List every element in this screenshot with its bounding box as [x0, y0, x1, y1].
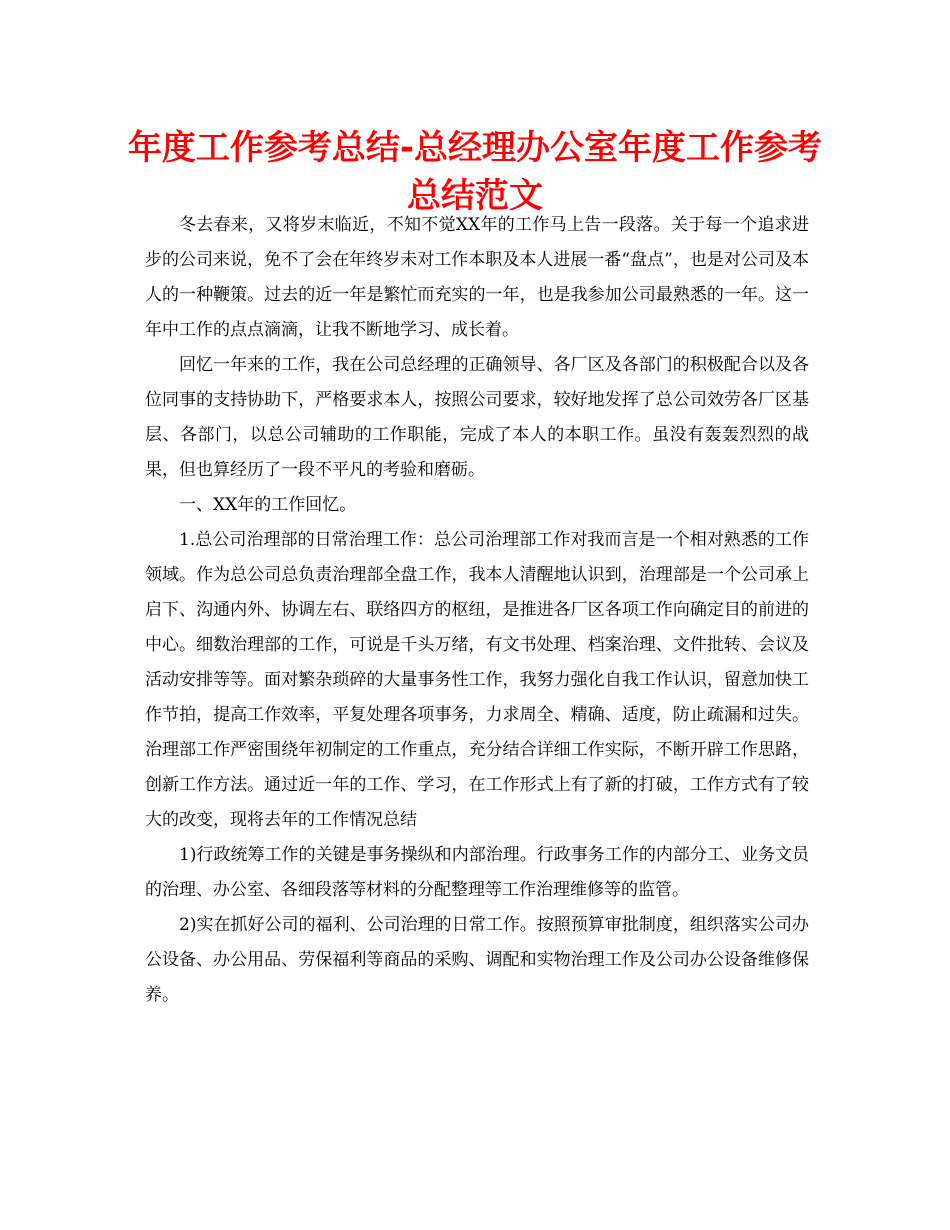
document-body [145, 208, 809, 1013]
paragraph-subitem-2: 2)实在抓好公司的福利、公司治理的日常工作。按照预算审批制度，组织落实公司办公设备、办公用品、劳保福利等商品的采购、调配和实物治理工作及公司办公设备维修保养。 [145, 915, 809, 1005]
paragraph-intro: 冬去春来，又将岁末临近，不知不觉XX年的工作马上告一段落。关于每一个追求进步的公司来说，免不了会在年终岁未对工作本职及本人进展一番“盘点”，也是对公司及本人的一种鞭策。过去的近一年是繁忙而充实的一年，也是我参加公司最熟悉的一年。这一年中工作的点点滴滴，让我不断地学习、成长着。 [145, 215, 809, 340]
section-heading: 一、XX年的工作回忆。 [179, 495, 357, 515]
document-title-line-2: 总结范文 [407, 176, 543, 216]
paragraph-subitem-1: 1)行政统筹工作的关键是事务操纵和内部治理。行政事务工作的内部分工、业务文员的治理、办公室、各细段落等材料的分配整理等工作治理维修等的监管。 [145, 845, 809, 900]
document-title-line-1: 年度工作参考总结-总经理办公室年度工作参考 [127, 128, 823, 168]
paragraph-item-1: 1.总公司治理部的日常治理工作：总公司治理部工作对我而言是一个相对熟悉的工作领域。作为总公司总负责治理部全盘工作，我本人清醒地认识到，治理部是一个公司承上启下、沟通内外、协调左右、联络四方的枢纽，是推进各厂区各项工作向确定目的前进的中心。细数治理部的工作，可说是千头万绪，有文书处理、档案治理、文件批转、会议及活动安排等等。面对繁杂琐碎的大量事务性工作，我努力强化自我工作认识，留意加快工作节拍，提高工作效率，平复处理各项事务，力求周全、精确、适度，防止疏漏和过失。治理部工作严密围绕年初制定的工作重点，充分结合详细工作实际，不断开辟工作思路，创新工作方法。通过近一年的工作、学习，在工作形式上有了新的打破，工作方式有了较大的改变，现将去年的工作情况总结 [145, 530, 809, 830]
paragraph-review: 回忆一年来的工作，我在公司总经理的正确领导、各厂区及各部门的积极配合以及各位同事的支持协助下，严格要求本人，按照公司要求，较好地发挥了总公司效劳各厂区基层、各部门，以总公司辅助的工作职能，完成了本人的本职工作。虽没有轰轰烈烈的战果，但也算经历了一段不平凡的考验和磨砺。 [145, 355, 809, 480]
